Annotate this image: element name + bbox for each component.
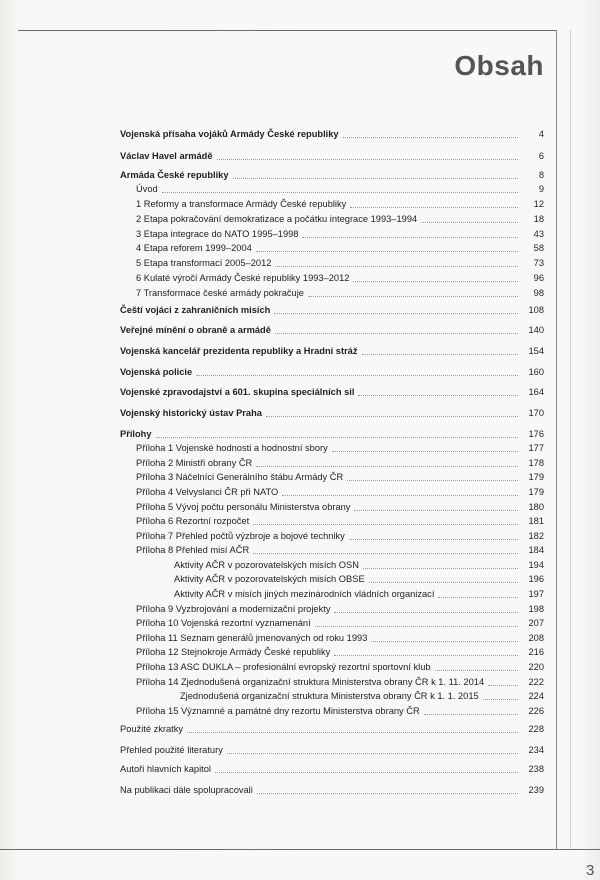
toc-dot-leader <box>424 713 518 715</box>
toc-entry-page: 228 <box>528 724 544 734</box>
toc-entry[interactable] <box>120 659 544 673</box>
toc-entry-page: 4 <box>538 129 544 139</box>
toc-entry[interactable] <box>120 455 544 469</box>
top-rule <box>18 30 556 31</box>
toc-entry[interactable] <box>120 586 544 600</box>
toc-dot-leader <box>363 567 518 569</box>
toc-entry[interactable] <box>120 601 544 615</box>
toc-entry-label: Příloha 4 Velvyslanci ČR při NATO <box>136 487 279 497</box>
toc-entry[interactable] <box>120 426 544 440</box>
toc-dot-leader <box>438 596 518 598</box>
toc-entry-label: Příloha 6 Rezortní rozpočet <box>136 516 250 526</box>
toc-dot-leader <box>274 312 518 314</box>
toc-dot-leader <box>362 353 518 355</box>
toc-entry[interactable] <box>120 721 544 735</box>
toc-entry-page: 164 <box>528 387 544 397</box>
toc-entry-label: 1 Reformy a transformace Armády České republiky <box>136 199 347 209</box>
toc-entry[interactable] <box>120 542 544 556</box>
right-rule <box>556 30 557 850</box>
toc-entry-page: 181 <box>528 516 544 526</box>
toc-entry-label: Veřejné mínění o obraně a armádě <box>120 325 271 335</box>
toc-entry-label: Příloha 3 Náčelníci Generálního štábu Armády ČR <box>136 472 344 482</box>
toc-entry-label: Václav Havel armádě <box>120 151 213 161</box>
toc-dot-leader <box>282 494 518 496</box>
toc-entry-label: Použité zkratky <box>120 724 184 734</box>
toc-entry-page: 176 <box>528 429 544 439</box>
toc-entry-page: 194 <box>528 560 544 570</box>
toc-dot-leader <box>215 771 518 773</box>
toc-entry-label: Příloha 2 Ministři obrany ČR <box>136 458 253 468</box>
toc-entry-label: Čeští vojáci z zahraničních misích <box>120 305 271 315</box>
bottom-rule <box>0 849 600 850</box>
toc-entry[interactable] <box>120 196 544 210</box>
toc-dot-leader <box>253 523 518 525</box>
toc-entry-page: 8 <box>538 170 544 180</box>
toc-entry-label: Příloha 8 Přehled misí AČR <box>136 545 250 555</box>
toc-entry-label: Zjednodušená organizační struktura Ministerstva obrany ČR k 1. 1. 2015 <box>180 691 479 701</box>
toc-entry-page: 197 <box>528 589 544 599</box>
toc-entry-label: Příloha 13 ASC DUKLA – profesionální evropský rezortní sportovní klub <box>136 662 431 672</box>
toc-entry-label: Příloha 14 Zjednodušená organizační struktura Ministerstva obrany ČR k 1. 11. 2014 <box>136 677 485 687</box>
toc-entry-page: 96 <box>533 273 544 283</box>
toc-entry-label: Aktivity AČR v misích jiných mezinárodních vládních organizací <box>174 589 435 599</box>
toc-entry-label: Vojenská přísaha vojáků Armády České republiky <box>120 129 339 139</box>
page-edge-strip <box>570 30 571 850</box>
toc-entry[interactable] <box>120 742 544 756</box>
toc-entry-page: 18 <box>533 214 544 224</box>
toc-entry[interactable] <box>120 181 544 195</box>
toc-entry[interactable] <box>120 405 544 419</box>
toc-entry-page: 224 <box>528 691 544 701</box>
toc-entry-label: Aktivity AČR v pozorovatelských misích OSN <box>174 560 359 570</box>
toc-dot-leader <box>353 280 518 282</box>
toc-entry[interactable] <box>120 761 544 775</box>
toc-entry-page: 234 <box>528 745 544 755</box>
toc-entry-label: Armáda České republiky <box>120 170 229 180</box>
toc-dot-leader <box>253 552 518 554</box>
toc-entry[interactable] <box>120 364 544 378</box>
toc-dot-leader <box>421 221 518 223</box>
toc-dot-leader <box>266 415 518 417</box>
toc-dot-leader <box>275 265 518 267</box>
toc-entry-label: Příloha 12 Stejnokroje Armády České republiky <box>136 647 331 657</box>
toc-entry-label: 2 Etapa pokračování demokratizace a počátku integrace 1993–1994 <box>136 214 418 224</box>
toc-entry-page: 140 <box>528 325 544 335</box>
toc-entry[interactable] <box>120 285 544 299</box>
toc-dot-leader <box>256 250 518 252</box>
toc-entry[interactable] <box>120 270 544 284</box>
toc-entry[interactable] <box>120 528 544 542</box>
toc-entry-page: 207 <box>528 618 544 628</box>
toc-entry[interactable] <box>120 615 544 629</box>
toc-entry-label: 6 Kulaté výročí Armády České republiky 1993–2012 <box>136 273 350 283</box>
toc-entry-page: 208 <box>528 633 544 643</box>
toc-entry[interactable] <box>120 469 544 483</box>
toc-dot-leader <box>217 158 518 160</box>
toc-dot-leader <box>256 465 518 467</box>
toc-entry-page: 238 <box>528 764 544 774</box>
toc-entry[interactable] <box>120 343 544 357</box>
toc-entry-label: Příloha 10 Vojenská rezortní vyznamenání <box>136 618 311 628</box>
toc-entry-label: Autoři hlavních kapitol <box>120 764 211 774</box>
toc-entry[interactable] <box>120 688 544 702</box>
toc-dot-leader <box>334 654 518 656</box>
toc-dot-leader <box>354 509 518 511</box>
toc-dot-leader <box>275 332 518 334</box>
toc-entry[interactable] <box>120 571 544 585</box>
toc-entry[interactable] <box>120 499 544 513</box>
toc-entry-page: 239 <box>528 785 544 795</box>
toc-entry-label: Úvod <box>136 184 158 194</box>
toc-dot-leader <box>315 625 518 627</box>
toc-entry[interactable] <box>120 782 544 796</box>
toc-dot-leader <box>187 731 518 733</box>
toc-entry-page: 160 <box>528 367 544 377</box>
toc-dot-leader <box>371 640 518 642</box>
toc-entry[interactable] <box>120 440 544 454</box>
toc-dot-leader <box>332 450 518 452</box>
toc-entry[interactable] <box>120 322 544 336</box>
toc-entry-page: 180 <box>528 502 544 512</box>
toc-entry-page: 222 <box>528 677 544 687</box>
toc-entry[interactable] <box>120 557 544 571</box>
toc-entry-label: Vojenská policie <box>120 367 193 377</box>
toc-entry[interactable] <box>120 255 544 269</box>
toc-entry-label: Příloha 9 Vyzbrojování a modernizační projekty <box>136 604 331 614</box>
toc-entry[interactable] <box>120 384 544 398</box>
toc-entry-page: 58 <box>533 243 544 253</box>
toc-entry-page: 182 <box>528 531 544 541</box>
toc-entry[interactable] <box>120 484 544 498</box>
toc-entry-page: 184 <box>528 545 544 555</box>
page-number: 3 <box>586 862 595 879</box>
toc-entry-label: Na publikaci dále spolupracovali <box>120 785 253 795</box>
toc-dot-leader <box>483 698 518 700</box>
toc-dot-leader <box>343 136 518 138</box>
toc-dot-leader <box>257 792 518 794</box>
toc-dot-leader <box>233 177 518 179</box>
toc-entry-page: 170 <box>528 408 544 418</box>
toc-entry-page: 73 <box>533 258 544 268</box>
toc-entry-page: 196 <box>528 574 544 584</box>
toc-entry-label: 5 Etapa transformací 2005–2012 <box>136 258 272 268</box>
toc-dot-leader <box>349 538 518 540</box>
toc-entry[interactable] <box>120 211 544 225</box>
toc-entry-page: 179 <box>528 472 544 482</box>
toc-entry[interactable] <box>120 630 544 644</box>
toc-entry[interactable] <box>120 148 544 162</box>
toc-dot-leader <box>347 479 518 481</box>
toc-entry[interactable] <box>120 674 544 688</box>
toc-entry-label: Příloha 7 Přehled počtů výzbroje a bojové techniky <box>136 531 345 541</box>
toc-entry-page: 108 <box>528 305 544 315</box>
toc-entry-page: 178 <box>528 458 544 468</box>
toc-entry-label: Příloha 11 Seznam generálů jmenovaných od roku 1993 <box>136 633 368 643</box>
toc-entry-label: Aktivity AČR v pozorovatelských misích OBSE <box>174 574 365 584</box>
toc-dot-leader <box>156 436 518 438</box>
toc-entry[interactable] <box>120 240 544 254</box>
toc-entry-page: 6 <box>538 151 544 161</box>
toc-entry[interactable] <box>120 302 544 316</box>
toc-entry-label: Příloha 5 Vývoj počtu personálu Ministerstva obrany <box>136 502 351 512</box>
toc-entry-label: Vojenský historický ústav Praha <box>120 408 262 418</box>
toc-entry-page: 12 <box>533 199 544 209</box>
toc-entry-label: Vojenská kancelář prezidenta republiky a Hradní stráž <box>120 346 358 356</box>
toc-entry-label: 3 Etapa integrace do NATO 1995–1998 <box>136 229 299 239</box>
toc-dot-leader <box>308 295 518 297</box>
toc-entry-label: 7 Transformace české armády pokračuje <box>136 288 304 298</box>
toc-dot-leader <box>350 206 518 208</box>
toc-entry[interactable] <box>120 167 544 181</box>
toc-dot-leader <box>369 581 518 583</box>
toc-entry-page: 179 <box>528 487 544 497</box>
toc-entry[interactable] <box>120 226 544 240</box>
toc-entry-label: Přehled použité literatury <box>120 745 223 755</box>
toc-entry-page: 43 <box>533 229 544 239</box>
toc-entry-label: Příloha 15 Významné a památné dny rezortu Ministerstva obrany ČR <box>136 706 420 716</box>
toc-entry-label: Příloha 1 Vojenské hodnosti a hodnostní sbory <box>136 443 328 453</box>
toc-dot-leader <box>435 669 518 671</box>
toc-entry-label: 4 Etapa reforem 1999–2004 <box>136 243 252 253</box>
toc-entry-page: 154 <box>528 346 544 356</box>
toc-entry[interactable] <box>120 126 544 140</box>
toc-entry[interactable] <box>120 703 544 717</box>
toc-dot-leader <box>196 374 518 376</box>
toc-entry[interactable] <box>120 644 544 658</box>
toc-entry[interactable] <box>120 513 544 527</box>
toc-entry-label: Přílohy <box>120 429 152 439</box>
toc-entry-page: 9 <box>538 184 544 194</box>
page-title: Obsah <box>454 50 544 81</box>
toc-entry-page: 216 <box>528 647 544 657</box>
toc-dot-leader <box>334 611 518 613</box>
toc-entry-label: Vojenské zpravodajství a 601. skupina speciálních sil <box>120 387 355 397</box>
toc-dot-leader <box>302 236 518 238</box>
toc-entry-page: 98 <box>533 288 544 298</box>
toc-entry-page: 198 <box>528 604 544 614</box>
toc-entry-page: 220 <box>528 662 544 672</box>
toc-dot-leader <box>227 752 518 754</box>
toc-entry-page: 226 <box>528 706 544 716</box>
toc-entry-page: 177 <box>528 443 544 453</box>
toc-dot-leader <box>358 394 518 396</box>
toc-dot-leader <box>162 191 518 193</box>
toc-dot-leader <box>488 684 518 686</box>
